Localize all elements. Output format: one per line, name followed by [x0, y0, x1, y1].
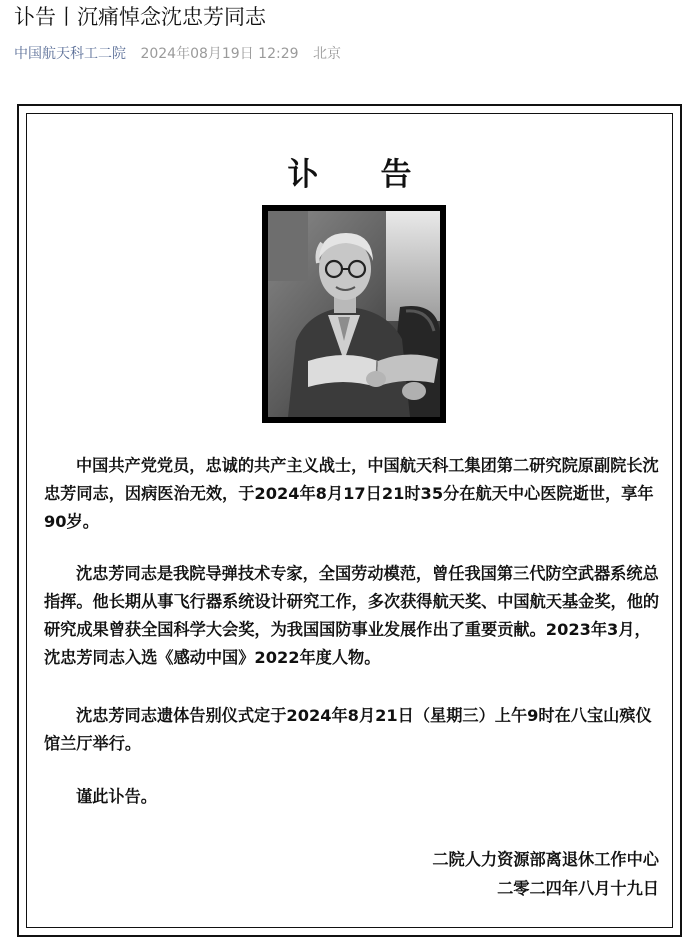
signature-block	[432, 846, 659, 904]
signature-date: 二零二四年八月十九日	[497, 879, 659, 898]
signature-organization: 二院人力资源部离退休工作中心	[432, 850, 659, 869]
notice-heading-char-2: 告	[380, 157, 412, 193]
notice-heading-char-1: 讣	[287, 157, 319, 193]
obituary-notice-frame	[17, 104, 682, 937]
portrait-image	[268, 211, 440, 417]
notice-paragraph: 沈忠芳同志遗体告别仪式定于2024年8月21日（星期三）上午9时在八宝山殡仪馆兰厅举行。	[44, 706, 652, 753]
notice-closing: 谨此讣告。	[76, 787, 157, 806]
obituary-notice-inner-frame	[26, 113, 673, 928]
notice-paragraph: 中国共产党党员，忠诚的共产主义战士，中国航天科工集团第二研究院原副院长沈忠芳同志，因病医治无效，于2024年8月17日21时35分在航天中心医院逝世，享年90岁。	[44, 456, 659, 531]
notice-heading	[27, 149, 672, 194]
article-title: 讣告丨沉痛悼念沈忠芳同志	[14, 5, 266, 29]
publish-date: 2024年08月19日 12:29	[140, 46, 299, 62]
portrait-photo	[262, 205, 446, 423]
notice-paragraph: 沈忠芳同志是我院导弹技术专家，全国劳动模范，曾任我国第三代防空武器系统总指挥。他长期从事飞行器系统设计研究工作，多次获得航天奖、中国航天基金奖，他的研究成果曾获全国科学大会奖，为我国国防事业发展作出了重要贡献。2023年3月，沈忠芳同志入选《感动中国》2022年度人物。	[44, 564, 660, 667]
account-name-link[interactable]: 中国航天科工二院	[14, 46, 126, 62]
article-meta	[14, 45, 341, 63]
publish-location: 北京	[312, 46, 341, 62]
